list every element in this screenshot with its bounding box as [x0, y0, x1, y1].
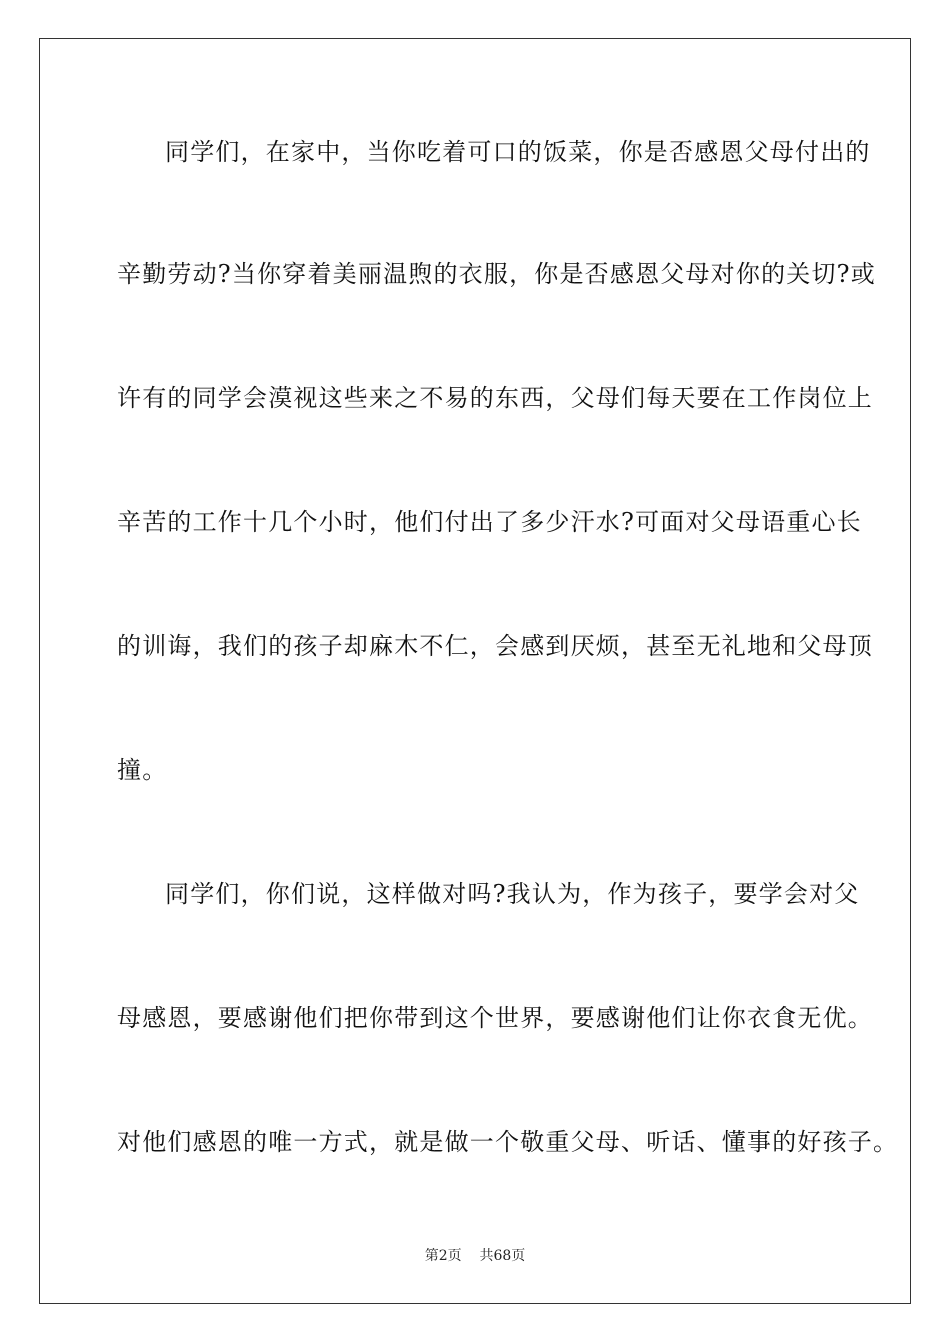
paragraph-2-line-3: 对他们感恩的唯一方式，就是做一个敬重父母、听话、懂事的好孩子。: [117, 1128, 899, 1156]
page-number: 第2页: [424, 1248, 462, 1264]
paragraph-1-line-2: 辛勤劳动?当你穿着美丽温煦的衣服，你是否感恩父母对你的关切?或: [117, 260, 876, 288]
page-footer: [0, 1247, 950, 1265]
paragraph-1-line-6: 撞。: [117, 756, 168, 784]
paragraph-2-line-2: 母感恩，要感谢他们把你带到这个世界，要感谢他们让你衣食无优。: [117, 1004, 873, 1032]
paragraph-2-line-1: 同学们，你们说，这样做对吗?我认为，作为孩子，要学会对父: [165, 880, 860, 908]
paragraph-1-line-5: 的训诲，我们的孩子却麻木不仁，会感到厌烦，甚至无礼地和父母顶: [117, 632, 873, 660]
paragraph-1-line-4: 辛苦的工作十几个小时，他们付出了多少汗水?可面对父母语重心长: [117, 508, 862, 536]
paragraph-1-line-3: 许有的同学会漠视这些来之不易的东西，父母们每天要在工作岗位上: [117, 384, 873, 412]
page-border: [39, 38, 911, 1304]
total-pages: 共68页: [479, 1248, 526, 1264]
paragraph-1-line-1: 同学们，在家中，当你吃着可口的饭菜，你是否感恩父母付出的: [165, 138, 871, 166]
